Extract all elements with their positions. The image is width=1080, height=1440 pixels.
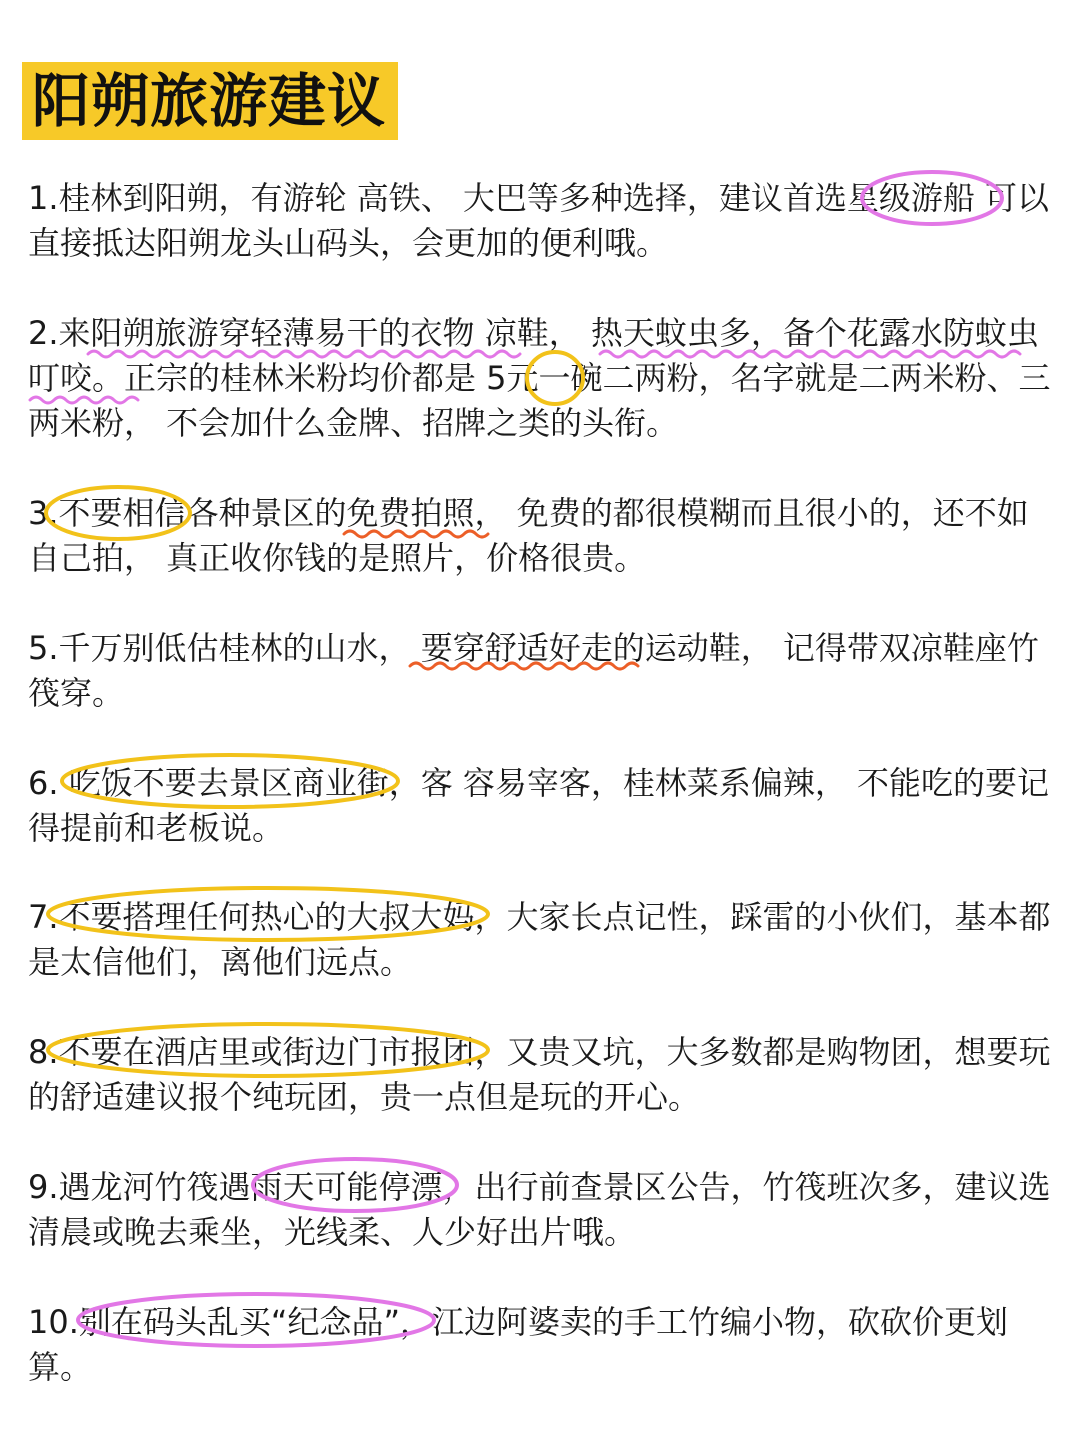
tip-item: 6. 吃饭不要去景区商业街，客 容易宰客，桂林菜系偏辣， 不能吃的要记得提前和老板说。	[28, 764, 1050, 847]
tip-item: 5.千万别低估桂林的山水， 要穿舒适好走的运动鞋， 记得带双凉鞋座竹筏穿。	[28, 629, 1039, 712]
tip-item: 7.不要搭理任何热心的大叔大妈，大家长点记性，踩雷的小伙们，基本都是太信他们，离他们远点。	[28, 898, 1051, 981]
page-title: 阳朔旅游建议	[32, 67, 387, 135]
tip-item: 10.别在码头乱买“纪念品”，江边阿婆卖的手工竹编小物，砍砍价更划算。	[28, 1303, 1009, 1386]
tip-item: 2.来阳朔旅游穿轻薄易干的衣物 凉鞋， 热天蚊虫多，备个花露水防蚊虫叮咬。正宗的桂林米粉均价都是 5元一碗二两粉，名字就是二两米粉、三两米粉， 不会加什么金牌、招牌之类的头衔。	[28, 314, 1051, 442]
tip-item: 9.遇龙河竹筏遇雨天可能停漂，出行前查景区公告，竹筏班次多，建议选清晨或晚去乘坐，光线柔、人少好出片哦。	[28, 1168, 1051, 1251]
tip-item: 8.不要在酒店里或街边门市报团，又贵又坑，大多数都是购物团，想要玩的舒适建议报个纯玩团，贵一点但是玩的开心。	[28, 1033, 1051, 1116]
tip-item: 3.不要相信各种景区的免费拍照， 免费的都很模糊而且很小的，还不如自己拍， 真正收你钱的是照片，价格很贵。	[28, 494, 1029, 577]
tip-item: 1.桂林到阳朔，有游轮 高铁、 大巴等多种选择，建议首选星级游船 可以直接抵达阳朔龙头山码头，会更加的便利哦。	[28, 179, 1050, 262]
